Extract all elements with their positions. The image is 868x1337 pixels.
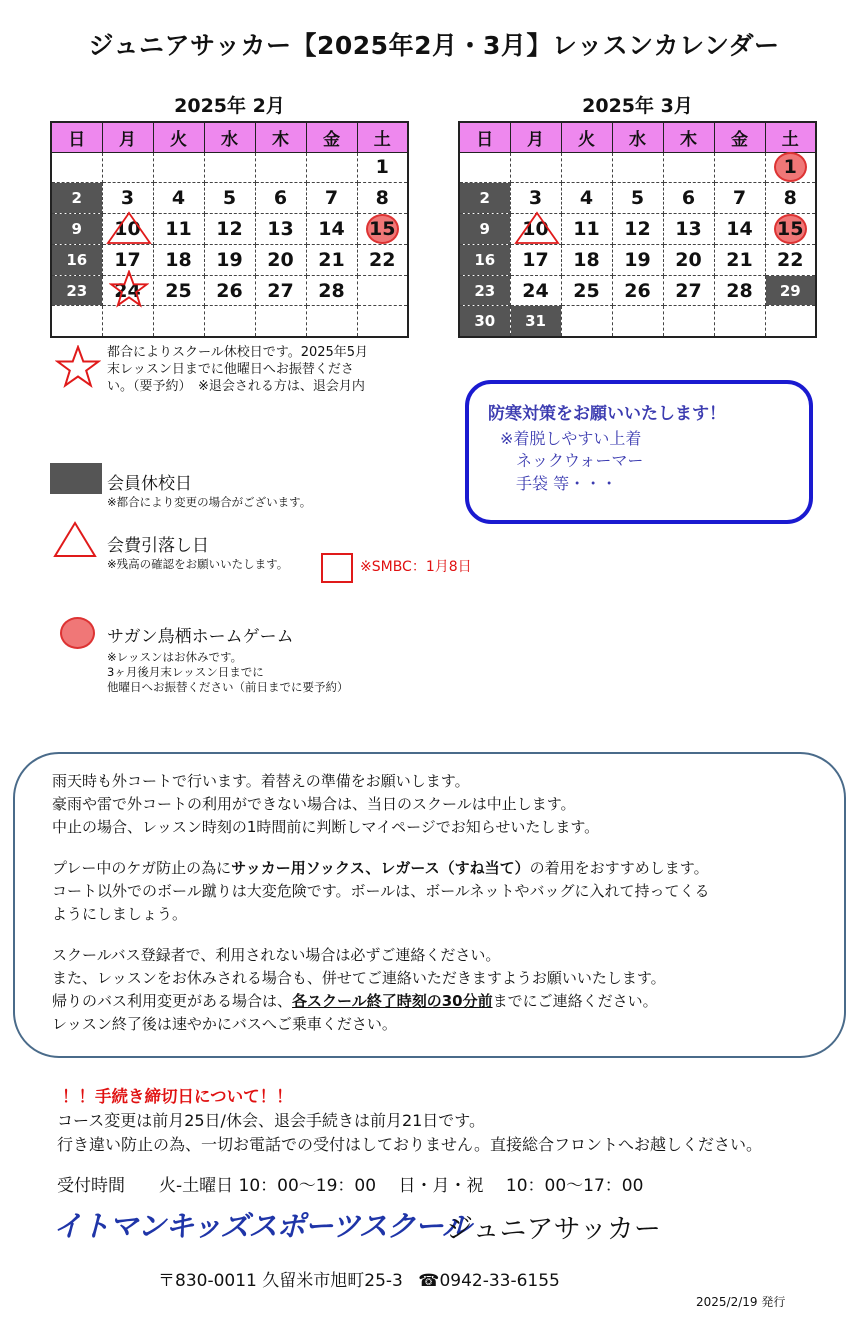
calendar-week bbox=[459, 244, 816, 275]
closed-day-label: 会員休校日 bbox=[107, 474, 192, 494]
calendar-day bbox=[255, 152, 306, 183]
calendar-day bbox=[765, 183, 816, 214]
page-title: ジュニアサッカー【2025年2月・3月】レッスンカレンダー bbox=[88, 31, 780, 60]
day-number: 6 bbox=[273, 187, 288, 210]
calendar-day bbox=[510, 152, 561, 183]
calendar-day bbox=[102, 306, 153, 337]
calendar-day bbox=[714, 152, 765, 183]
calendar-day bbox=[204, 183, 255, 214]
calendar-week bbox=[51, 214, 408, 245]
calendar-day bbox=[510, 244, 561, 275]
calendar-day bbox=[153, 244, 204, 275]
day-number: 2 bbox=[71, 189, 82, 208]
home-game-notes: ※レッスンはお休みです。 3ヶ月後月末レッスン日までに 他曜日へお振替ください（前日までに要予約） bbox=[107, 650, 349, 694]
day-number: 19 bbox=[624, 248, 651, 271]
reception-hours: 受付時間 火-土曜日 10：00～19：00 日・月・祝 10：00～17：00 bbox=[57, 1176, 644, 1196]
calendar-day bbox=[561, 306, 612, 337]
calendar-day bbox=[561, 244, 612, 275]
calendar-day bbox=[612, 275, 663, 306]
day-number: 23 bbox=[474, 281, 496, 300]
calendar-day bbox=[765, 306, 816, 337]
calendar-day bbox=[153, 183, 204, 214]
calendar-day bbox=[459, 214, 510, 245]
cold-weather-notice bbox=[465, 380, 813, 524]
deadline-emphasis: 各スクール終了時刻の30分前 bbox=[292, 992, 493, 1010]
closed-day-swatch bbox=[50, 463, 102, 494]
home-game-label: サガン鳥栖ホームゲーム bbox=[107, 627, 294, 647]
day-number: 11 bbox=[573, 217, 600, 240]
deadline-heading: ！！手続き締切日について！！ bbox=[62, 1087, 293, 1106]
weekday-header: 水 bbox=[612, 122, 663, 152]
info-line: 中止の場合、レッスン時刻の1時間前に判断しマイページでお知らせいたします。 bbox=[52, 818, 600, 836]
calendar-day bbox=[153, 214, 204, 245]
day-number: 12 bbox=[216, 217, 243, 240]
day-number: 15 bbox=[369, 217, 396, 240]
calendar-day bbox=[306, 306, 357, 337]
weekday-header: 日 bbox=[51, 122, 102, 152]
info-line: また、レッスンをお休みされる場合も、併せてご連絡いただきますようお願いいたします。 bbox=[52, 969, 666, 987]
calendar-week bbox=[51, 183, 408, 214]
info-line: レッスン終了後は速やかにバスへご乗車ください。 bbox=[52, 1015, 397, 1033]
weekday-header: 金 bbox=[714, 122, 765, 152]
calendar-day bbox=[306, 244, 357, 275]
notice-line: ネックウォーマー bbox=[516, 451, 644, 470]
info-line: 豪雨や雷で外コートの利用ができない場合は、当日のスクールは中止します。 bbox=[52, 795, 576, 813]
calendar-day bbox=[255, 275, 306, 306]
day-number: 1 bbox=[783, 156, 797, 179]
day-number: 2 bbox=[479, 189, 490, 208]
calendar-week bbox=[459, 214, 816, 245]
calendar-grid bbox=[50, 121, 409, 338]
day-number: 20 bbox=[267, 248, 294, 271]
day-number: 31 bbox=[525, 312, 546, 331]
calendar-day bbox=[255, 244, 306, 275]
calendar-day bbox=[51, 152, 102, 183]
calendar-day bbox=[561, 183, 612, 214]
calendar-day bbox=[765, 244, 816, 275]
day-number: 26 bbox=[624, 279, 651, 302]
calendar-day bbox=[102, 275, 153, 306]
calendar-day bbox=[612, 183, 663, 214]
calendar-day bbox=[357, 306, 408, 337]
calendar-day bbox=[561, 214, 612, 245]
calendar-title: 2025年 2月 bbox=[174, 95, 285, 117]
smbc-note: ※SMBC：1月8日 bbox=[360, 559, 472, 575]
calendar-day bbox=[102, 214, 153, 245]
calendar-week bbox=[459, 275, 816, 306]
day-number: 23 bbox=[66, 281, 88, 300]
calendar-day bbox=[306, 152, 357, 183]
weekday-header: 月 bbox=[510, 122, 561, 152]
star-icon bbox=[55, 345, 101, 391]
day-number: 29 bbox=[779, 281, 801, 300]
calendar-day bbox=[51, 275, 102, 306]
calendar-day bbox=[255, 183, 306, 214]
info-line: 帰りのバス利用変更がある場合は、各スクール終了時刻の30分前までにご連絡ください。 bbox=[52, 992, 658, 1010]
calendar-week bbox=[51, 152, 408, 183]
calendar-day bbox=[612, 214, 663, 245]
phone-number: 0942-33-6155 bbox=[439, 1271, 560, 1291]
calendar-day bbox=[663, 214, 714, 245]
weekday-header: 金 bbox=[306, 122, 357, 152]
calendar-day bbox=[510, 214, 561, 245]
day-number: 18 bbox=[573, 248, 600, 271]
weekday-header: 月 bbox=[102, 122, 153, 152]
day-number: 30 bbox=[474, 312, 496, 331]
calendar-day bbox=[765, 214, 816, 245]
calendar-week bbox=[459, 152, 816, 183]
day-number: 25 bbox=[165, 279, 192, 302]
weekday-header: 日 bbox=[459, 122, 510, 152]
calendar-day bbox=[357, 183, 408, 214]
star-legend-text: 都合によりスクール休校日です。2025年5月 末レッスン日までに他曜日へお振替くださ い。（要予約） ※退会される方は、退会月内 bbox=[107, 345, 369, 394]
day-number: 16 bbox=[66, 250, 88, 269]
calendar-day bbox=[255, 306, 306, 337]
program-name: ジュニアサッカー bbox=[446, 1214, 661, 1245]
calendar-day bbox=[357, 275, 408, 306]
calendar-day bbox=[102, 183, 153, 214]
weekday-header: 土 bbox=[765, 122, 816, 152]
day-number: 10 bbox=[522, 217, 549, 240]
calendar-day bbox=[714, 306, 765, 337]
day-number: 20 bbox=[675, 248, 702, 271]
weekday-header: 水 bbox=[204, 122, 255, 152]
info-box bbox=[13, 752, 846, 1058]
day-number: 27 bbox=[675, 279, 702, 302]
calendar-day bbox=[153, 306, 204, 337]
calendar-day bbox=[357, 244, 408, 275]
weekday-header: 木 bbox=[255, 122, 306, 152]
calendar-day bbox=[765, 152, 816, 183]
calendar-march bbox=[458, 95, 817, 338]
day-number: 24 bbox=[522, 279, 549, 302]
calendar-day bbox=[306, 275, 357, 306]
calendar-week bbox=[51, 275, 408, 306]
calendar-day bbox=[561, 275, 612, 306]
day-number: 17 bbox=[522, 248, 549, 271]
calendar-week bbox=[51, 306, 408, 337]
calendar-day bbox=[255, 214, 306, 245]
calendar-day bbox=[306, 214, 357, 245]
calendar-grid bbox=[458, 121, 817, 338]
issue-date: 2025/2/19 発行 bbox=[696, 1295, 786, 1309]
calendar-day bbox=[612, 306, 663, 337]
calendar-day bbox=[459, 152, 510, 183]
deadline-line: コース変更は前月25日/休会、退会手続きは前月21日です。 bbox=[57, 1111, 486, 1130]
calendar-day bbox=[714, 244, 765, 275]
calendar-day bbox=[663, 183, 714, 214]
day-number: 6 bbox=[681, 187, 696, 210]
day-number: 3 bbox=[120, 187, 135, 210]
calendar-day bbox=[459, 275, 510, 306]
day-number: 5 bbox=[630, 187, 645, 210]
closed-day-note: ※都合により変更の場合がございます。 bbox=[107, 495, 312, 509]
calendar-day bbox=[204, 152, 255, 183]
info-line: スクールバス登録者で、利用されない場合は必ずご連絡ください。 bbox=[52, 946, 501, 964]
calendar-day bbox=[714, 275, 765, 306]
calendar-day bbox=[663, 244, 714, 275]
day-number: 8 bbox=[783, 187, 797, 210]
info-line: ようにしましょう。 bbox=[52, 905, 188, 923]
calendar-february bbox=[50, 95, 409, 338]
calendar-day bbox=[459, 306, 510, 337]
day-number: 27 bbox=[267, 279, 294, 302]
day-number: 11 bbox=[165, 217, 192, 240]
school-logo: イトマンキッズスポーツスクール bbox=[53, 1209, 471, 1243]
calendar-week bbox=[51, 244, 408, 275]
calendar-week bbox=[459, 183, 816, 214]
day-number: 22 bbox=[369, 248, 396, 271]
calendar-day bbox=[612, 244, 663, 275]
calendar-day bbox=[357, 214, 408, 245]
calendar-day bbox=[51, 244, 102, 275]
day-number: 9 bbox=[479, 219, 490, 238]
day-number: 16 bbox=[474, 250, 496, 269]
calendar-day bbox=[510, 275, 561, 306]
calendar-day bbox=[306, 183, 357, 214]
calendar-day bbox=[51, 306, 102, 337]
calendar-day bbox=[561, 152, 612, 183]
calendar-day bbox=[102, 244, 153, 275]
triangle-icon bbox=[52, 520, 98, 560]
deadline-line: 行き違い防止の為、一切お電話での受付はしておりません。直接総合フロントへお越しください。 bbox=[57, 1135, 762, 1154]
calendar-day bbox=[765, 275, 816, 306]
address: 〒830-0011 久留米市旭町25-3 ☎0942-33-6155 bbox=[158, 1271, 560, 1291]
day-number: 26 bbox=[216, 279, 243, 302]
sock-emphasis: サッカー用ソックス、レガース（すね当て） bbox=[231, 859, 530, 877]
day-number: 25 bbox=[573, 279, 600, 302]
day-number: 3 bbox=[528, 187, 543, 210]
day-number: 13 bbox=[675, 217, 702, 240]
day-number: 24 bbox=[114, 279, 141, 302]
weekday-header: 土 bbox=[357, 122, 408, 152]
calendar-day bbox=[204, 214, 255, 245]
weekday-header: 火 bbox=[153, 122, 204, 152]
calendar-day bbox=[153, 275, 204, 306]
info-line: コート以外でのボール蹴りは大変危険です。ボールは、ボールネットやバッグに入れて持ってくる bbox=[52, 882, 710, 900]
calendar-day bbox=[51, 183, 102, 214]
calendar-day bbox=[714, 214, 765, 245]
day-number: 21 bbox=[726, 248, 753, 271]
day-number: 19 bbox=[216, 248, 243, 271]
day-number: 22 bbox=[777, 248, 804, 271]
day-number: 10 bbox=[114, 217, 141, 240]
day-number: 4 bbox=[579, 187, 594, 210]
day-number: 14 bbox=[726, 217, 753, 240]
info-line: プレー中のケガ防止の為にサッカー用ソックス、レガース（すね当て）の着用をおすすめします。 bbox=[52, 859, 709, 877]
calendar-day bbox=[459, 244, 510, 275]
calendar-week bbox=[459, 306, 816, 337]
day-number: 1 bbox=[375, 156, 389, 179]
calendar-day bbox=[612, 152, 663, 183]
day-number: 12 bbox=[624, 217, 651, 240]
day-number: 28 bbox=[726, 279, 753, 302]
day-number: 13 bbox=[267, 217, 294, 240]
phone-icon: ☎ bbox=[418, 1271, 440, 1291]
game-circle-icon bbox=[60, 617, 95, 649]
day-number: 5 bbox=[222, 187, 237, 210]
day-number: 7 bbox=[732, 187, 747, 210]
info-line: 雨天時も外コートで行います。着替えの準備をお願いします。 bbox=[52, 772, 470, 790]
debit-day-label: 会費引落し日 bbox=[107, 536, 209, 556]
calendar-day bbox=[663, 275, 714, 306]
calendar-day bbox=[459, 183, 510, 214]
weekday-header: 火 bbox=[561, 122, 612, 152]
calendar-day bbox=[204, 275, 255, 306]
calendar-day bbox=[357, 152, 408, 183]
weekday-header: 木 bbox=[663, 122, 714, 152]
calendar-day bbox=[204, 244, 255, 275]
day-number: 15 bbox=[777, 217, 804, 240]
day-number: 21 bbox=[318, 248, 345, 271]
calendar-day bbox=[663, 152, 714, 183]
calendar-day bbox=[51, 214, 102, 245]
day-number: 28 bbox=[318, 279, 345, 302]
day-number: 17 bbox=[114, 248, 141, 271]
notice-heading: 防寒対策をお願いいたします！ bbox=[488, 404, 726, 424]
day-number: 18 bbox=[165, 248, 192, 271]
notice-line: ※着脱しやすい上着 bbox=[500, 429, 642, 448]
day-number: 4 bbox=[171, 187, 186, 210]
calendar-day bbox=[714, 183, 765, 214]
day-number: 8 bbox=[375, 187, 389, 210]
calendar-day bbox=[510, 183, 561, 214]
calendar-day bbox=[153, 152, 204, 183]
calendar-day bbox=[204, 306, 255, 337]
smbc-square-icon bbox=[321, 553, 353, 583]
day-number: 9 bbox=[71, 219, 82, 238]
day-number: 7 bbox=[324, 187, 339, 210]
calendar-day bbox=[510, 306, 561, 337]
calendar-title: 2025年 3月 bbox=[582, 95, 693, 117]
debit-day-note: ※残高の確認をお願いいたします。 bbox=[107, 557, 289, 571]
day-number: 14 bbox=[318, 217, 345, 240]
notice-line: 手袋 等・・・ bbox=[516, 474, 618, 493]
calendar-day bbox=[102, 152, 153, 183]
calendar-day bbox=[663, 306, 714, 337]
